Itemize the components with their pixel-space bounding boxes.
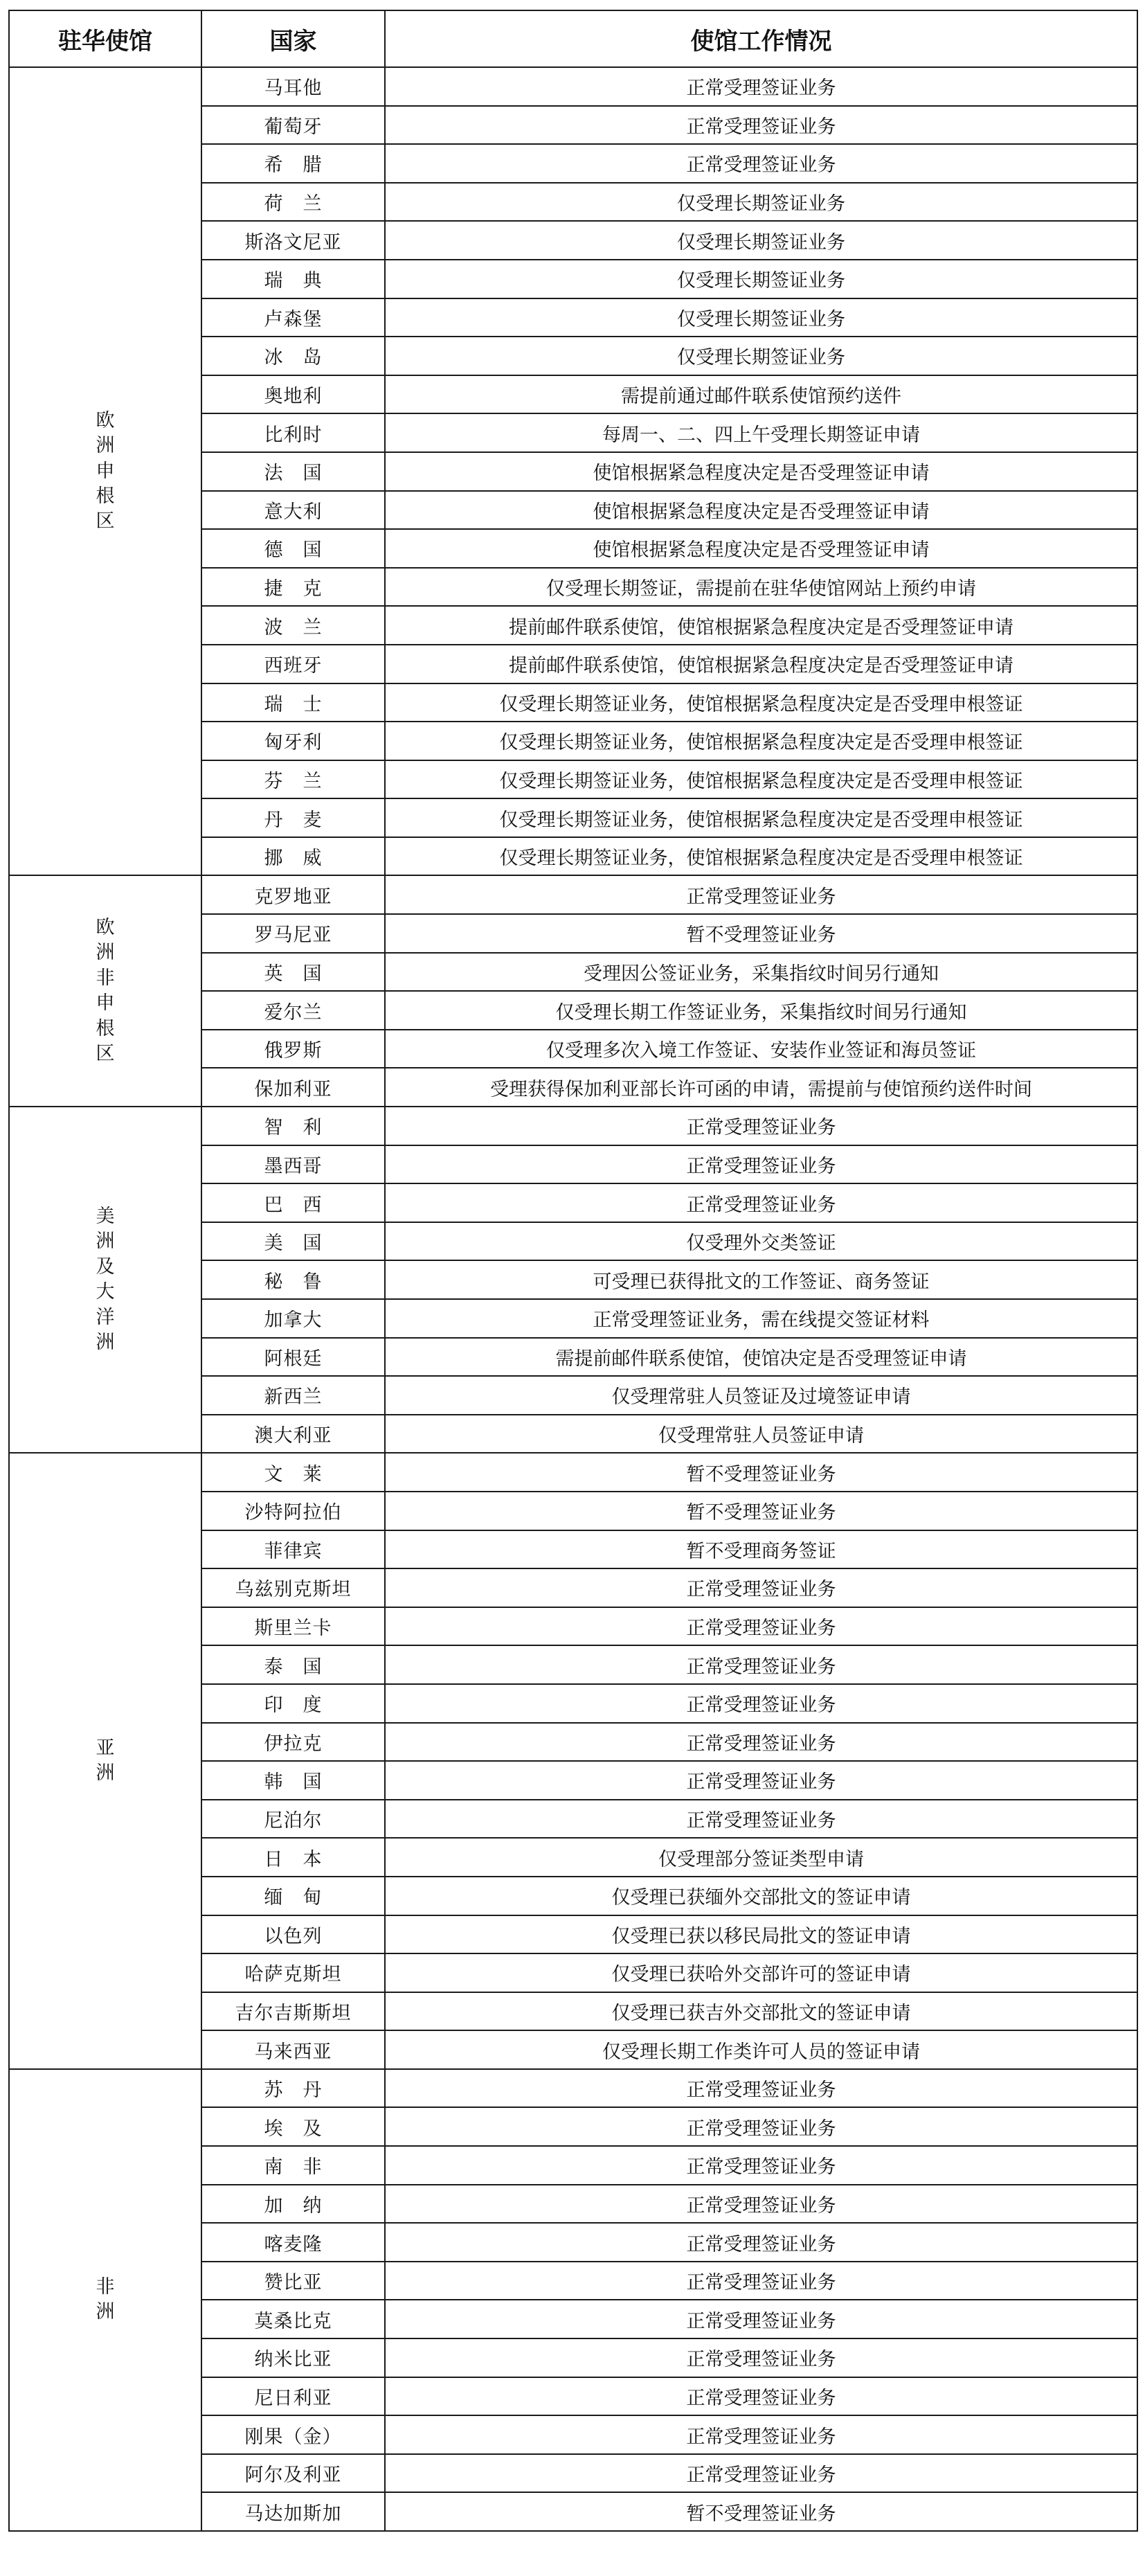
country-cell: 刚果（金） — [201, 2415, 385, 2454]
country-cell: 意大利 — [201, 491, 385, 530]
status-cell: 每周一、二、四上午受理长期签证申请 — [385, 413, 1137, 452]
status-cell: 仅受理长期签证业务，使馆根据紧急程度决定是否受理申根签证 — [385, 760, 1137, 799]
country-cell: 苏 丹 — [201, 2069, 385, 2108]
status-cell: 仅受理长期签证业务 — [385, 183, 1137, 222]
country-cell: 泰 国 — [201, 1645, 385, 1684]
country-cell: 沙特阿拉伯 — [201, 1492, 385, 1530]
status-cell: 仅受理已获吉外交部批文的签证申请 — [385, 1992, 1137, 2031]
country-cell: 马耳他 — [201, 67, 385, 106]
country-cell: 澳大利亚 — [201, 1415, 385, 1454]
status-cell: 仅受理外交类签证 — [385, 1222, 1137, 1261]
status-cell: 正常受理签证业务 — [385, 1607, 1137, 1646]
status-cell: 正常受理签证业务 — [385, 2454, 1137, 2493]
region-label: 美洲及大洋洲 — [96, 1205, 115, 1354]
country-cell: 菲律宾 — [201, 1530, 385, 1569]
status-cell: 仅受理已获以移民局批文的签证申请 — [385, 1915, 1137, 1954]
country-cell: 奥地利 — [201, 375, 385, 414]
country-cell: 葡萄牙 — [201, 106, 385, 145]
status-cell: 仅受理长期签证业务 — [385, 260, 1137, 298]
status-cell: 仅受理已获哈外交部许可的签证申请 — [385, 1953, 1137, 1992]
status-cell: 正常受理签证业务 — [385, 1645, 1137, 1684]
table-row — [9, 67, 1137, 106]
country-cell: 阿根廷 — [201, 1338, 385, 1377]
country-cell: 缅 甸 — [201, 1877, 385, 1915]
status-cell: 仅受理多次入境工作签证、安装作业签证和海员签证 — [385, 1030, 1137, 1068]
country-cell: 希 腊 — [201, 144, 385, 183]
country-cell: 秘 鲁 — [201, 1260, 385, 1299]
status-cell: 暂不受理签证业务 — [385, 2492, 1137, 2531]
country-cell: 墨西哥 — [201, 1145, 385, 1184]
region-cell — [9, 1453, 201, 2069]
region-cell — [9, 2069, 201, 2531]
status-cell: 正常受理签证业务 — [385, 2415, 1137, 2454]
status-cell: 暂不受理商务签证 — [385, 1530, 1137, 1569]
country-cell: 尼泊尔 — [201, 1800, 385, 1839]
status-cell: 正常受理签证业务 — [385, 1800, 1137, 1839]
region-cell — [9, 67, 201, 875]
country-cell: 阿尔及利亚 — [201, 2454, 385, 2493]
header-status: 使馆工作情况 — [385, 10, 1137, 67]
country-cell: 瑞 典 — [201, 260, 385, 298]
country-cell: 比利时 — [201, 413, 385, 452]
country-cell: 俄罗斯 — [201, 1030, 385, 1068]
status-cell: 可受理已获得批文的工作签证、商务签证 — [385, 1260, 1137, 1299]
table-body — [9, 67, 1137, 2531]
status-cell: 仅受理长期工作签证业务，采集指纹时间另行通知 — [385, 991, 1137, 1030]
status-cell: 使馆根据紧急程度决定是否受理签证申请 — [385, 529, 1137, 568]
country-cell: 莫桑比克 — [201, 2300, 385, 2338]
status-cell: 正常受理签证业务 — [385, 1183, 1137, 1222]
header-country: 国家 — [201, 10, 385, 67]
country-cell: 瑞 士 — [201, 683, 385, 722]
status-cell: 提前邮件联系使馆，使馆根据紧急程度决定是否受理签证申请 — [385, 606, 1137, 645]
country-cell: 波 兰 — [201, 606, 385, 645]
status-cell: 正常受理签证业务 — [385, 1107, 1137, 1145]
status-cell: 正常受理签证业务，需在线提交签证材料 — [385, 1299, 1137, 1338]
country-cell: 埃 及 — [201, 2107, 385, 2146]
status-cell: 仅受理部分签证类型申请 — [385, 1838, 1137, 1877]
status-cell: 正常受理签证业务 — [385, 2185, 1137, 2224]
country-cell: 马来西亚 — [201, 2030, 385, 2069]
region-label: 亚 洲 — [96, 1737, 134, 1785]
country-cell: 文 莱 — [201, 1453, 385, 1492]
embassy-status-table — [8, 10, 1138, 2532]
status-cell: 仅受理长期签证业务 — [385, 298, 1137, 337]
table-row — [9, 1107, 1137, 1145]
country-cell: 南 非 — [201, 2146, 385, 2185]
status-cell: 正常受理签证业务 — [385, 2300, 1137, 2338]
status-cell: 仅受理常驻人员签证申请 — [385, 1415, 1137, 1454]
status-cell: 仅受理长期签证业务 — [385, 337, 1137, 375]
country-cell: 哈萨克斯坦 — [201, 1953, 385, 1992]
country-cell: 乌兹别克斯坦 — [201, 1568, 385, 1607]
header-embassy: 驻华使馆 — [9, 10, 201, 67]
country-cell: 加 纳 — [201, 2185, 385, 2224]
country-cell: 新西兰 — [201, 1376, 385, 1415]
country-cell: 西班牙 — [201, 645, 385, 683]
status-cell: 正常受理签证业务 — [385, 1723, 1137, 1762]
country-cell: 罗马尼亚 — [201, 914, 385, 953]
status-cell: 正常受理签证业务 — [385, 144, 1137, 183]
status-cell: 正常受理签证业务 — [385, 67, 1137, 106]
country-cell: 爱尔兰 — [201, 991, 385, 1030]
status-cell: 正常受理签证业务 — [385, 2338, 1137, 2377]
country-cell: 斯洛文尼亚 — [201, 221, 385, 260]
country-cell: 荷 兰 — [201, 183, 385, 222]
country-cell: 挪 威 — [201, 837, 385, 876]
table-row — [9, 1453, 1137, 1492]
country-cell: 保加利亚 — [201, 1068, 385, 1107]
country-cell: 加拿大 — [201, 1299, 385, 1338]
country-cell: 芬 兰 — [201, 760, 385, 799]
table-row — [9, 875, 1137, 914]
status-cell: 受理获得保加利亚部长许可函的申请，需提前与使馆预约送件时间 — [385, 1068, 1137, 1107]
country-cell: 喀麦隆 — [201, 2223, 385, 2262]
status-cell: 正常受理签证业务 — [385, 2069, 1137, 2108]
status-cell: 正常受理签证业务 — [385, 1761, 1137, 1800]
country-cell: 伊拉克 — [201, 1723, 385, 1762]
status-cell: 正常受理签证业务 — [385, 2146, 1137, 2185]
country-cell: 冰 岛 — [201, 337, 385, 375]
status-cell: 正常受理签证业务 — [385, 2107, 1137, 2146]
status-cell: 仅受理长期签证业务，使馆根据紧急程度决定是否受理申根签证 — [385, 798, 1137, 837]
status-cell: 仅受理长期签证业务，使馆根据紧急程度决定是否受理申根签证 — [385, 683, 1137, 722]
country-cell: 印 度 — [201, 1684, 385, 1723]
country-cell: 卢森堡 — [201, 298, 385, 337]
status-cell: 需提前邮件联系使馆，使馆决定是否受理签证申请 — [385, 1338, 1137, 1377]
country-cell: 纳米比亚 — [201, 2338, 385, 2377]
country-cell: 英 国 — [201, 953, 385, 992]
status-cell: 暂不受理签证业务 — [385, 1453, 1137, 1492]
region-cell — [9, 875, 201, 1107]
country-cell: 吉尔吉斯斯坦 — [201, 1992, 385, 2031]
country-cell: 巴 西 — [201, 1183, 385, 1222]
country-cell: 马达加斯加 — [201, 2492, 385, 2531]
region-cell — [9, 1107, 201, 1453]
country-cell: 丹 麦 — [201, 798, 385, 837]
status-cell: 暂不受理签证业务 — [385, 1492, 1137, 1530]
status-cell: 正常受理签证业务 — [385, 2262, 1137, 2300]
table-row — [9, 2069, 1137, 2108]
status-cell: 提前邮件联系使馆，使馆根据紧急程度决定是否受理签证申请 — [385, 645, 1137, 683]
country-cell: 斯里兰卡 — [201, 1607, 385, 1646]
country-cell: 捷 克 — [201, 568, 385, 607]
status-cell: 仅受理长期签证业务 — [385, 221, 1137, 260]
status-cell: 使馆根据紧急程度决定是否受理签证申请 — [385, 491, 1137, 530]
status-cell: 正常受理签证业务 — [385, 1145, 1137, 1184]
status-cell: 仅受理长期签证业务，使馆根据紧急程度决定是否受理申根签证 — [385, 837, 1137, 876]
status-cell: 暂不受理签证业务 — [385, 914, 1137, 953]
table-header-row — [9, 10, 1137, 67]
region-label: 欧洲非申根区 — [96, 916, 115, 1065]
country-cell: 韩 国 — [201, 1761, 385, 1800]
status-cell: 正常受理签证业务 — [385, 1684, 1137, 1723]
country-cell: 日 本 — [201, 1838, 385, 1877]
country-cell: 法 国 — [201, 452, 385, 491]
country-cell: 匈牙利 — [201, 722, 385, 760]
country-cell: 尼日利亚 — [201, 2377, 385, 2416]
country-cell: 智 利 — [201, 1107, 385, 1145]
country-cell: 克罗地亚 — [201, 875, 385, 914]
status-cell: 受理因公签证业务，采集指纹时间另行通知 — [385, 953, 1137, 992]
country-cell: 以色列 — [201, 1915, 385, 1954]
status-cell: 仅受理常驻人员签证及过境签证申请 — [385, 1376, 1137, 1415]
country-cell: 美 国 — [201, 1222, 385, 1261]
status-cell: 需提前通过邮件联系使馆预约送件 — [385, 375, 1137, 414]
country-cell: 赞比亚 — [201, 2262, 385, 2300]
region-label: 欧洲申根区 — [96, 409, 115, 533]
status-cell: 仅受理已获缅外交部批文的签证申请 — [385, 1877, 1137, 1915]
status-cell: 正常受理签证业务 — [385, 106, 1137, 145]
country-cell: 德 国 — [201, 529, 385, 568]
region-label: 非 洲 — [96, 2276, 134, 2323]
status-cell: 仅受理长期工作类许可人员的签证申请 — [385, 2030, 1137, 2069]
status-cell: 正常受理签证业务 — [385, 1568, 1137, 1607]
status-cell: 使馆根据紧急程度决定是否受理签证申请 — [385, 452, 1137, 491]
status-cell: 正常受理签证业务 — [385, 2377, 1137, 2416]
status-cell: 仅受理长期签证业务，使馆根据紧急程度决定是否受理申根签证 — [385, 722, 1137, 760]
status-cell: 仅受理长期签证，需提前在驻华使馆网站上预约申请 — [385, 568, 1137, 607]
status-cell: 正常受理签证业务 — [385, 875, 1137, 914]
status-cell: 正常受理签证业务 — [385, 2223, 1137, 2262]
